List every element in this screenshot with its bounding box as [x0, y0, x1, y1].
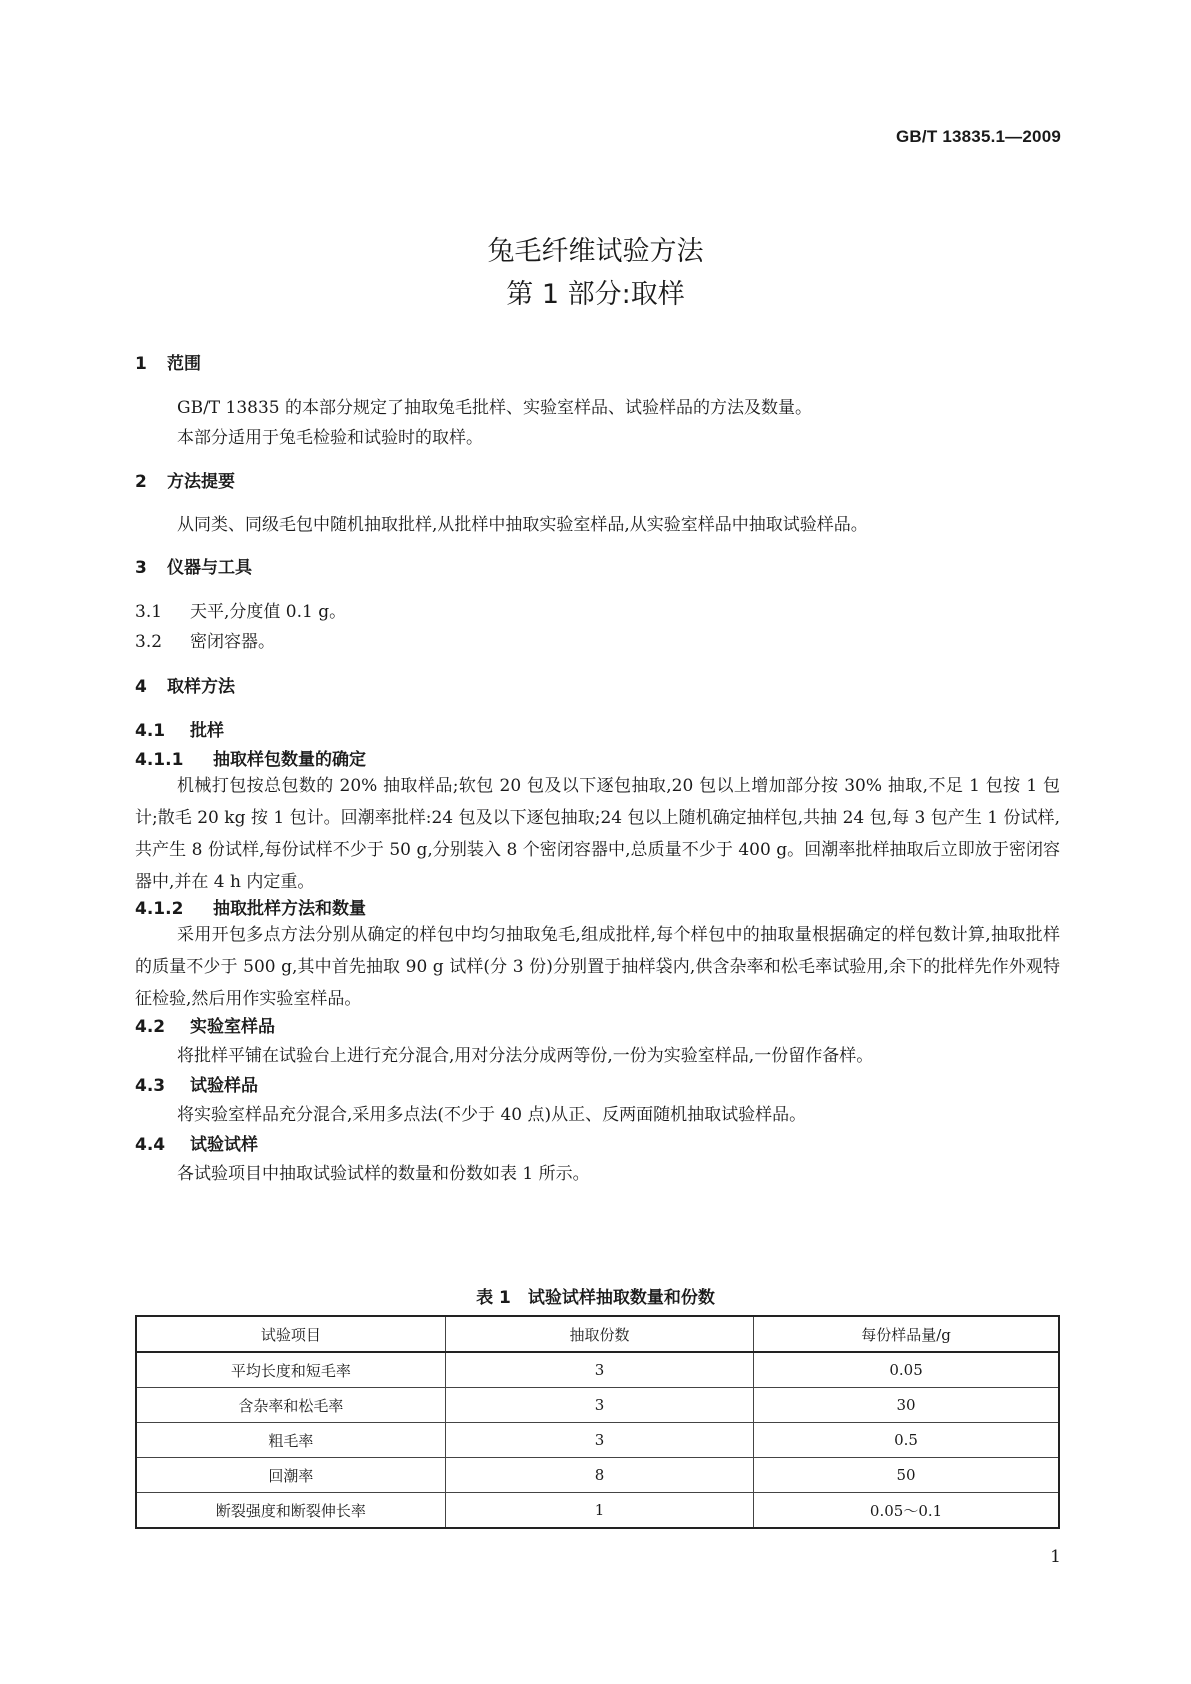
table-cell: 回潮率: [136, 1458, 445, 1493]
subsection-number: 4.1.1: [135, 750, 184, 770]
clause-3-1: [135, 597, 346, 622]
standard-number: GB/T 13835.1—2009: [896, 127, 1061, 146]
subsection-4-4-heading: [135, 1130, 258, 1155]
table-header-cell: 试验项目: [136, 1316, 445, 1352]
table-caption: 表 1 试验试样抽取数量和份数: [476, 1288, 715, 1308]
subsection-4-1-heading: [135, 716, 224, 741]
table-cell: 0.05～0.1: [754, 1493, 1059, 1529]
table-row: [136, 1388, 1059, 1423]
subsection-number: 4.1.2: [135, 899, 184, 919]
section-number: 3: [135, 558, 147, 578]
subsection-4-1-1-heading: [135, 745, 366, 770]
table-cell: 0.05: [754, 1352, 1059, 1388]
section-title: 范围: [167, 354, 201, 374]
section-number: 1: [135, 354, 147, 374]
section-4-heading: [135, 672, 235, 697]
table-cell: 8: [445, 1458, 753, 1493]
section-1-paragraph-2: 本部分适用于兔毛检验和试验时的取样。: [177, 428, 483, 448]
section-title: 取样方法: [167, 677, 235, 697]
section-title: 方法提要: [167, 472, 235, 492]
table-row: [136, 1352, 1059, 1388]
subsection-4-1-2-paragraph: 采用开包多点方法分别从确定的样包中均匀抽取兔毛,组成批样,每个样包中的抽取量根据确定的样包数计算,抽取批样的质量不少于 500 g,其中首先抽取 90 g 试样(分 3 份)分别置于抽样袋内,供含杂率和松毛率试验用,余下的批样先作外观特征检验,然后用作实验室样品。: [135, 925, 1060, 1009]
table-header-cell: 每份样品量/g: [754, 1316, 1059, 1352]
section-number: 2: [135, 472, 147, 492]
subsection-number: 4.1: [135, 721, 166, 741]
subsection-number: 4.4: [135, 1135, 166, 1155]
table-cell: 30: [754, 1388, 1059, 1423]
section-1-paragraph-1: GB/T 13835 的本部分规定了抽取兔毛批样、实验室样品、试验样品的方法及数量。: [177, 398, 813, 418]
subsection-title: 抽取样包数量的确定: [213, 750, 366, 770]
sampling-table: [135, 1315, 1060, 1529]
subsection-4-2-paragraph: 将批样平铺在试验台上进行充分混合,用对分法分成两等份,一份为实验室样品,一份留作备样。: [177, 1046, 874, 1066]
page-number: 1: [1050, 1547, 1061, 1567]
table-cell: 平均长度和短毛率: [136, 1352, 445, 1388]
table-cell: 3: [445, 1388, 753, 1423]
section-3-heading: [135, 553, 252, 578]
table-cell: 0.5: [754, 1423, 1059, 1458]
table-cell: 1: [445, 1493, 753, 1529]
clause-text: 天平,分度值 0.1 g。: [190, 602, 347, 622]
document-title: 兔毛纤维试验方法: [487, 236, 704, 267]
subsection-4-1-1-paragraph: 机械打包按总包数的 20% 抽取样品;软包 20 包及以下逐包抽取,20 包以上增加部分按 30% 抽取,不足 1 包按 1 包计;散毛 20 kg 按 1 包计。回潮率批样:24 包及以下逐包抽取;24 包以上随机确定抽样包,共抽 24 包,每 3 包产生 1 份试样,共产生 8 份试样,每份试样不少于 50 g,分别装入 8 个密闭容器中,总质量不少于 400 g。回潮率批样抽取后立即放于密闭容器中,并在 4 h 内定重。: [135, 776, 1060, 892]
clause-number: 3.2: [135, 632, 163, 652]
subsection-title: 实验室样品: [190, 1017, 275, 1037]
subsection-4-1-2-heading: [135, 894, 366, 919]
table-cell: 3: [445, 1352, 753, 1388]
subsection-title: 试验试样: [190, 1135, 258, 1155]
table-cell: 断裂强度和断裂伸长率: [136, 1493, 445, 1529]
clause-3-2: [135, 627, 275, 652]
subsection-4-4-paragraph: 各试验项目中抽取试验试样的数量和份数如表 1 所示。: [177, 1164, 590, 1184]
table-header-row: [136, 1316, 1059, 1352]
table-row: [136, 1423, 1059, 1458]
table-cell: 粗毛率: [136, 1423, 445, 1458]
section-1-heading: [135, 349, 201, 374]
table-row: [136, 1493, 1059, 1529]
clause-text: 密闭容器。: [190, 632, 275, 652]
section-2-paragraph: 从同类、同级毛包中随机抽取批样,从批样中抽取实验室样品,从实验室样品中抽取试验样品。: [177, 515, 868, 535]
section-2-heading: [135, 467, 235, 492]
subsection-4-3-heading: [135, 1071, 258, 1096]
section-title: 仪器与工具: [167, 558, 252, 578]
table-cell: 含杂率和松毛率: [136, 1388, 445, 1423]
subsection-number: 4.2: [135, 1017, 166, 1037]
subsection-title: 批样: [190, 721, 224, 741]
subsection-title: 试验样品: [190, 1076, 258, 1096]
subsection-number: 4.3: [135, 1076, 166, 1096]
document-subtitle: 第 1 部分:取样: [506, 279, 685, 310]
table-cell: 50: [754, 1458, 1059, 1493]
subsection-title: 抽取批样方法和数量: [213, 899, 366, 919]
table-header-cell: 抽取份数: [445, 1316, 753, 1352]
subsection-4-2-heading: [135, 1012, 275, 1037]
subsection-4-3-paragraph: 将实验室样品充分混合,采用多点法(不少于 40 点)从正、反两面随机抽取试验样品。: [177, 1105, 807, 1125]
table-row: [136, 1458, 1059, 1493]
table-cell: 3: [445, 1423, 753, 1458]
clause-number: 3.1: [135, 602, 163, 622]
section-number: 4: [135, 677, 147, 697]
